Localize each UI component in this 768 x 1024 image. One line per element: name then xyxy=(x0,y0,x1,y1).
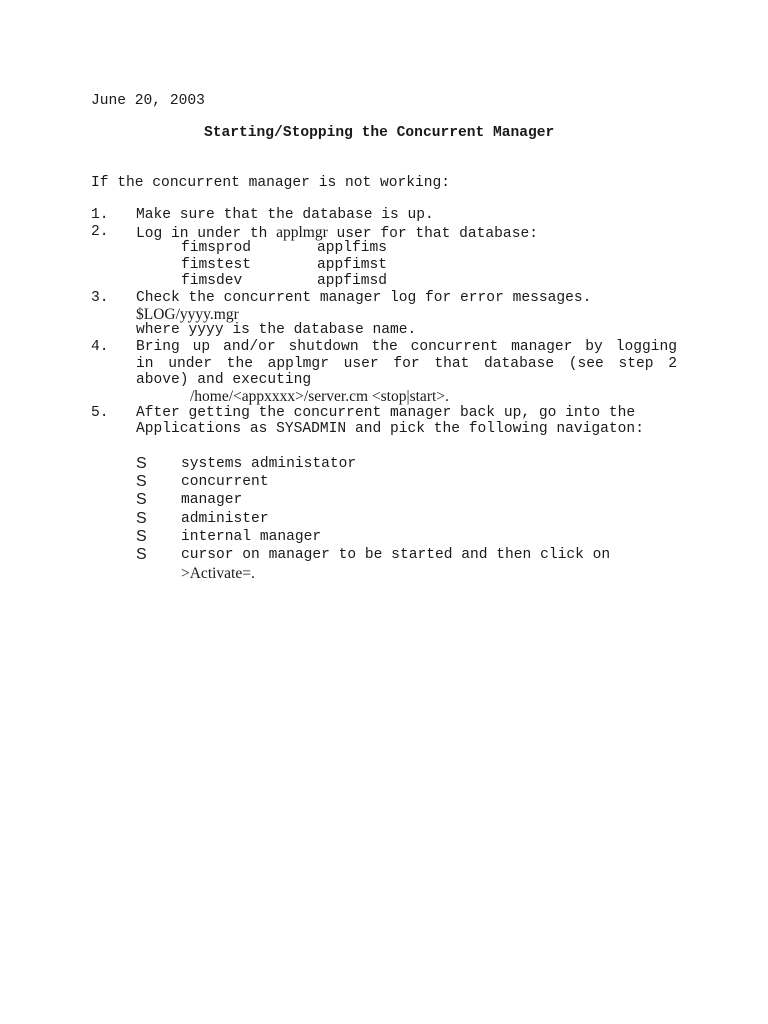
list-item: administer xyxy=(181,511,269,527)
list-item: internal manager xyxy=(181,529,322,545)
step-number: 3. xyxy=(91,290,109,306)
step-number: 5. xyxy=(91,405,109,421)
list-bullet: S xyxy=(136,455,147,472)
step-text: in under the applmgr user for that database (see step 2 xyxy=(136,356,677,372)
db-user: applfims xyxy=(317,240,388,256)
list-bullet: S xyxy=(136,510,147,527)
db-name: fimstest xyxy=(181,257,252,273)
list-item: manager xyxy=(181,492,243,508)
db-user: appfimsd xyxy=(317,273,388,289)
list-item: systems administator xyxy=(181,456,357,472)
step-number: 1. xyxy=(91,207,109,223)
log-path: $LOG/yyyy.mgr xyxy=(136,306,239,323)
db-user: appfimst xyxy=(317,257,388,273)
step-text: After getting the concurrent manager back up, go into the xyxy=(136,405,636,421)
step-note: where yyyy is the database name. xyxy=(136,322,417,338)
step-number: 4. xyxy=(91,339,109,355)
document-title: Starting/Stopping the Concurrent Manager xyxy=(204,125,555,141)
activate-instruction: >Activate=. xyxy=(181,565,255,582)
step-text: above) and executing xyxy=(136,372,312,388)
db-name: fimsprod xyxy=(181,240,252,256)
step-text-part: user for that database: xyxy=(327,226,538,242)
list-bullet: S xyxy=(136,546,147,563)
applmgr-user: applmgr xyxy=(276,224,328,241)
server-command: /home/<appxxxx>/server.cm <stop|start>. xyxy=(190,388,449,405)
step-text-part: Log in under th xyxy=(136,226,277,242)
step-text: Applications as SYSADMIN and pick the following navigaton: xyxy=(136,421,644,437)
db-name: fimsdev xyxy=(181,273,243,289)
list-bullet: S xyxy=(136,528,147,545)
list-item: cursor on manager to be started and then click on xyxy=(181,547,611,563)
step-number: 2. xyxy=(91,224,109,240)
intro-text: If the concurrent manager is not working: xyxy=(91,175,451,191)
step-text: Make sure that the database is up. xyxy=(136,207,434,223)
list-bullet: S xyxy=(136,473,147,490)
step-text: Bring up and/or shutdown the concurrent manager by logging xyxy=(136,339,677,355)
list-item: concurrent xyxy=(181,474,269,490)
step-text: Check the concurrent manager log for error messages. xyxy=(136,290,592,306)
document-date: June 20, 2003 xyxy=(91,93,205,109)
list-bullet: S xyxy=(136,491,147,508)
